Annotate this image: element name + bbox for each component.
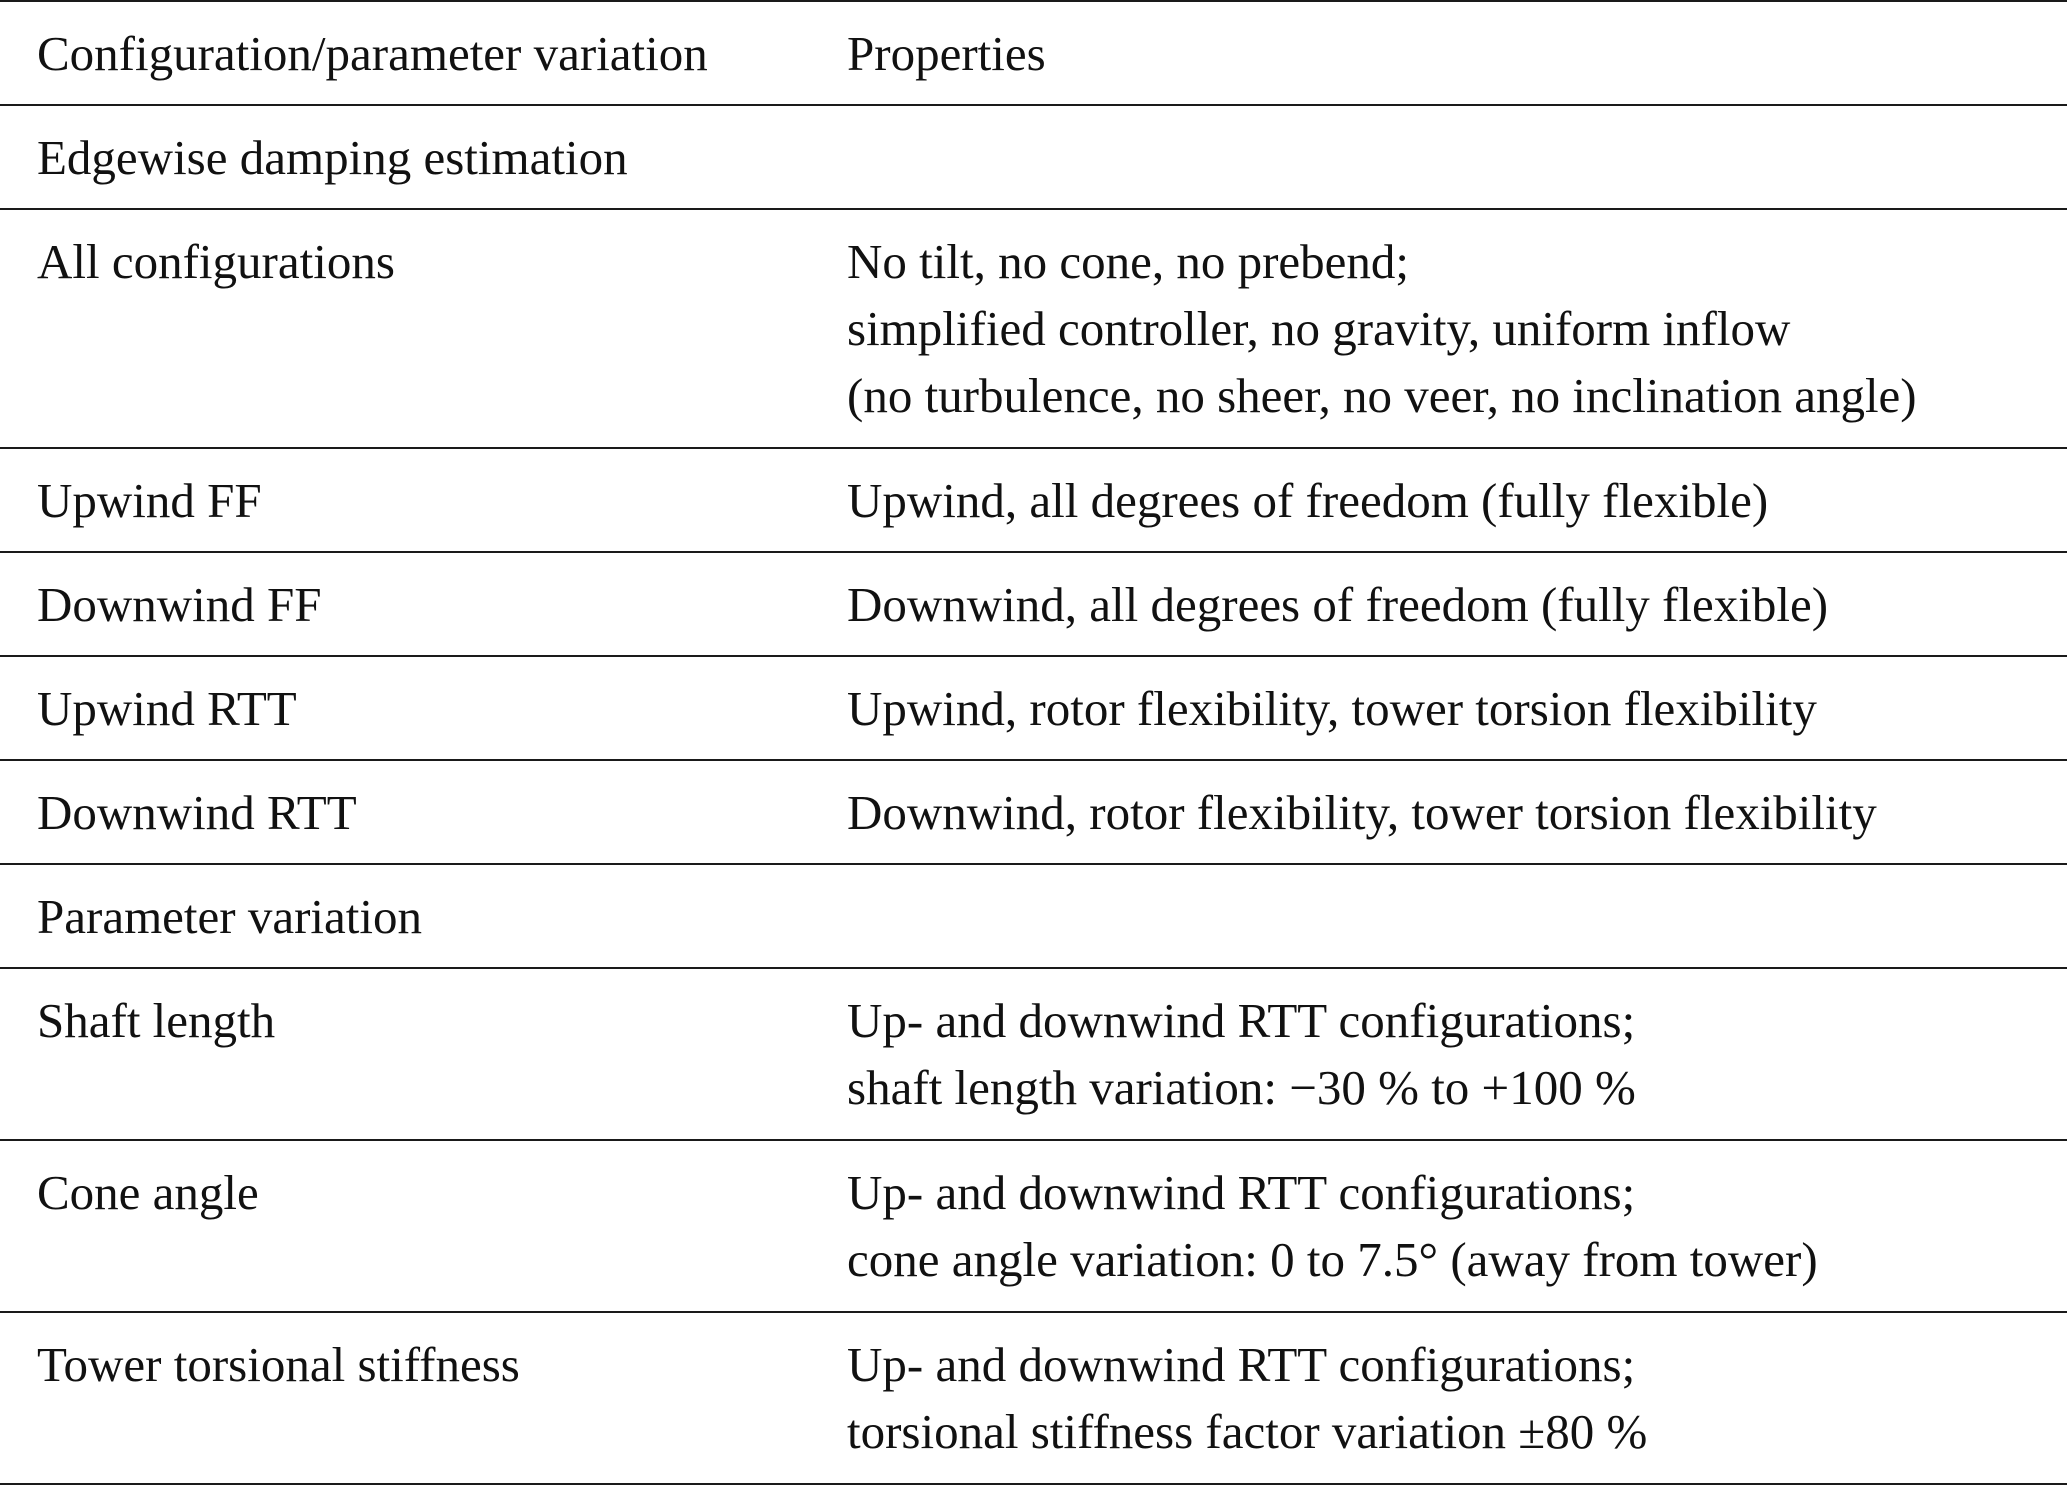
table-row-upwind-ff [0,449,2067,553]
row-name: Shaft length [37,993,276,1048]
table-row-tower-torsional-stiffness [0,1313,2067,1485]
row-properties [847,987,1636,1121]
row-properties: Downwind, rotor flexibility, tower torsion flexibility [847,785,1877,840]
section-row-edgewise [0,106,2067,210]
table-row-downwind-ff [0,553,2067,657]
row-name: Downwind RTT [37,785,357,840]
row-name: Cone angle [37,1165,259,1220]
row-properties: Downwind, all degrees of freedom (fully flexible) [847,577,1829,632]
property-line: torsional stiffness factor variation ±80 % [847,1404,1648,1459]
section-label: Edgewise damping estimation [37,130,628,185]
table-row-downwind-rtt [0,761,2067,865]
row-properties [847,1331,1647,1465]
section-label: Parameter variation [37,889,423,944]
header-row [0,0,2067,106]
row-properties [847,1159,1818,1293]
property-line: Up- and downwind RTT configurations; [847,1337,1636,1392]
property-line: Up- and downwind RTT configurations; [847,1165,1636,1220]
property-line: Up- and downwind RTT configurations; [847,993,1636,1048]
table-row-shaft-length [0,969,2067,1141]
table-row-upwind-rtt [0,657,2067,761]
property-line: simplified controller, no gravity, uniform inflow [847,301,1791,356]
row-properties: Upwind, rotor flexibility, tower torsion flexibility [847,681,1817,736]
table-row-all-configurations [0,210,2067,449]
section-row-parameter-variation [0,865,2067,969]
header-properties: Properties [847,26,1046,81]
property-line: No tilt, no cone, no prebend; [847,234,1410,289]
header-configuration: Configuration/parameter variation [37,26,708,81]
property-line: shaft length variation: −30 % to +100 % [847,1060,1636,1115]
property-line: (no turbulence, no sheer, no veer, no inclination angle) [847,368,1917,423]
row-name: All configurations [37,234,395,289]
row-name: Tower torsional stiffness [37,1337,520,1392]
row-name: Upwind FF [37,473,262,528]
row-name: Downwind FF [37,577,322,632]
row-properties [847,228,1917,429]
row-properties: Upwind, all degrees of freedom (fully flexible) [847,473,1769,528]
table-row-cone-angle [0,1141,2067,1313]
row-name: Upwind RTT [37,681,297,736]
property-line: cone angle variation: 0 to 7.5° (away from tower) [847,1232,1818,1287]
